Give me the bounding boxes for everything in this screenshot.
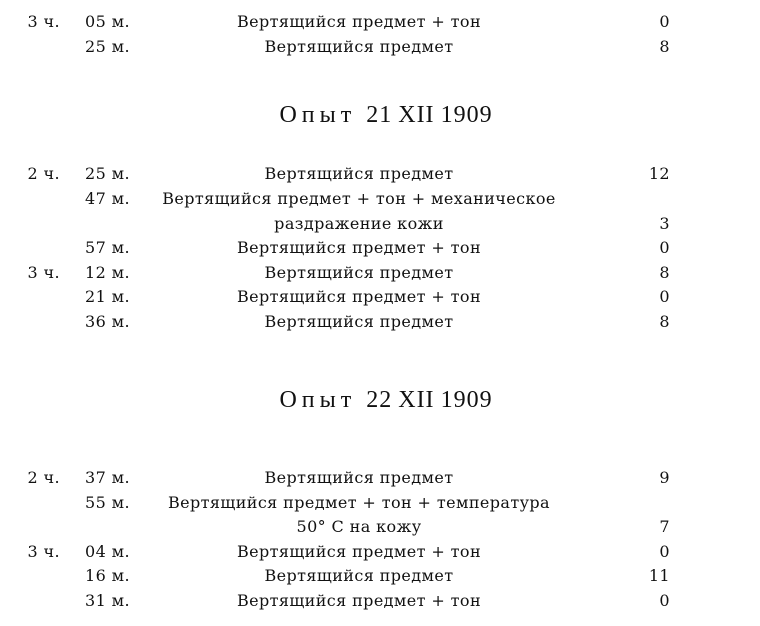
minute-cell: 47 м. — [85, 189, 130, 208]
stimulus-cell: Вертящийся предмет — [264, 37, 454, 56]
table-row — [0, 285, 760, 309]
stimulus-cell: Вертящийся предмет + тон — [236, 238, 482, 257]
heading-word: Опыт — [279, 102, 357, 128]
stimulus-cell: Вертящийся предмет — [264, 164, 454, 183]
minute-cell: 21 м. — [85, 287, 130, 306]
minute-cell: 55 м. — [85, 493, 130, 512]
table-row — [0, 466, 760, 490]
stimulus-cell: Вертящийся предмет + тон + температура — [168, 493, 550, 512]
hour-cell: 2 ч. — [27, 468, 60, 487]
heading-year: 1909 — [440, 102, 493, 128]
experiment-22-heading — [0, 384, 760, 416]
value-cell: 8 — [659, 312, 670, 331]
stimulus-cell: Вертящийся предмет — [264, 312, 454, 331]
heading-word: Опыт — [279, 387, 357, 413]
hour-cell: 3 ч. — [27, 542, 60, 561]
minute-cell: 25 м. — [85, 164, 130, 183]
value-cell: 0 — [659, 287, 670, 306]
table-row — [0, 212, 760, 236]
table-row — [0, 162, 760, 186]
value-cell: 8 — [659, 37, 670, 56]
minute-cell: 37 м. — [85, 468, 130, 487]
table-row — [0, 10, 760, 34]
table-row — [0, 310, 760, 334]
heading-month: XII — [398, 387, 435, 413]
hour-cell: 3 ч. — [27, 12, 60, 31]
stimulus-cell: Вертящийся предмет + тон — [236, 591, 482, 610]
table-row — [0, 187, 760, 211]
table-row — [0, 564, 760, 588]
stimulus-cell: Вертящийся предмет + тон + механическое — [162, 189, 556, 208]
stimulus-cell: Вертящийся предмет — [264, 566, 454, 585]
table-row — [0, 540, 760, 564]
minute-cell: 16 м. — [85, 566, 130, 585]
minute-cell: 31 м. — [85, 591, 130, 610]
value-cell: 9 — [659, 468, 670, 487]
minute-cell: 57 м. — [85, 238, 130, 257]
value-cell: 12 — [648, 164, 670, 183]
stimulus-cell: 50° С на кожу — [296, 517, 422, 536]
minute-cell: 12 м. — [85, 263, 130, 282]
table-row — [0, 261, 760, 285]
stimulus-cell: Вертящийся предмет + тон — [236, 542, 482, 561]
minute-cell: 36 м. — [85, 312, 130, 331]
heading-number: 22 — [366, 387, 393, 413]
value-cell: 8 — [659, 263, 670, 282]
stimulus-cell: Вертящийся предмет + тон — [236, 12, 482, 31]
table-row — [0, 515, 760, 539]
table-row — [0, 491, 760, 515]
hour-cell: 2 ч. — [27, 164, 60, 183]
heading-month: XII — [398, 102, 435, 128]
heading-year: 1909 — [440, 387, 493, 413]
heading-number: 21 — [366, 102, 393, 128]
table-row — [0, 236, 760, 260]
value-cell: 11 — [648, 566, 670, 585]
stimulus-cell: Вертящийся предмет — [264, 468, 454, 487]
stimulus-cell: раздражение кожи — [274, 214, 444, 233]
minute-cell: 25 м. — [85, 37, 130, 56]
stimulus-cell: Вертящийся предмет — [264, 263, 454, 282]
experiment-21-heading — [0, 99, 760, 131]
value-cell: 0 — [659, 12, 670, 31]
value-cell: 3 — [659, 214, 670, 233]
value-cell: 0 — [659, 542, 670, 561]
hour-cell: 3 ч. — [27, 263, 60, 282]
stimulus-cell: Вертящийся предмет + тон — [236, 287, 482, 306]
value-cell: 7 — [659, 517, 670, 536]
value-cell: 0 — [659, 591, 670, 610]
value-cell: 0 — [659, 238, 670, 257]
table-row — [0, 35, 760, 59]
table-row — [0, 589, 760, 613]
minute-cell: 05 м. — [85, 12, 130, 31]
minute-cell: 04 м. — [85, 542, 130, 561]
